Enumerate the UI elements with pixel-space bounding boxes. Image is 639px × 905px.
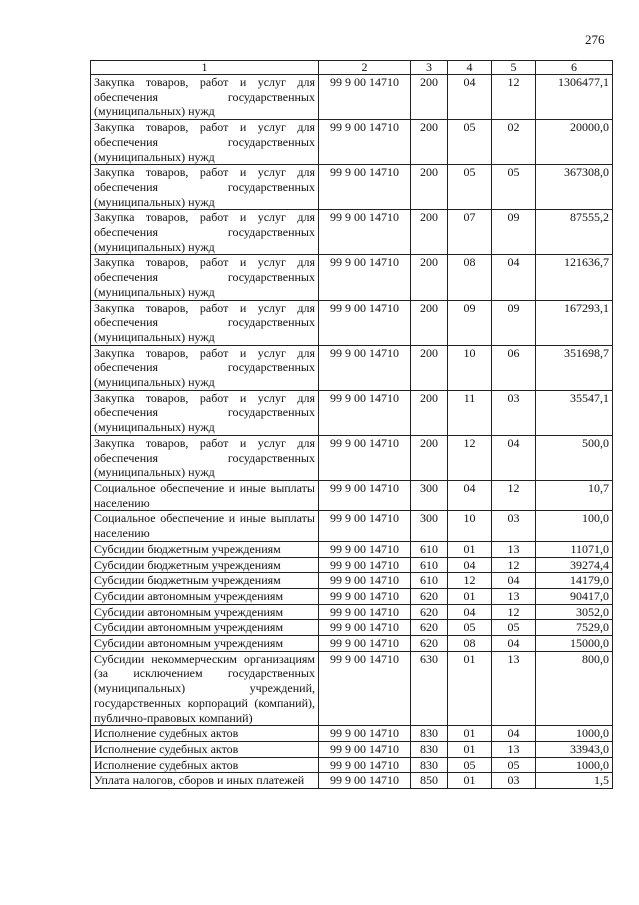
target-article-code-cell: 99 9 00 14710 [319,120,411,165]
expense-type-cell: 630 [411,651,448,726]
budget-table [90,60,613,789]
section-cell: 10 [448,511,492,541]
expense-type-cell: 200 [411,390,448,435]
table-row [91,511,613,541]
section-cell: 01 [448,541,492,557]
table-row [91,345,613,390]
target-article-code-cell: 99 9 00 14710 [319,210,411,255]
expense-type-cell: 200 [411,435,448,480]
table-row [91,120,613,165]
target-article-code-cell: 99 9 00 14710 [319,75,411,120]
target-article-code-cell: 99 9 00 14710 [319,757,411,773]
subsection-cell: 12 [492,557,536,573]
expense-type-cell: 620 [411,636,448,652]
target-article-code-cell: 99 9 00 14710 [319,300,411,345]
expense-type-cell: 200 [411,75,448,120]
amount-cell: 15000,0 [536,636,613,652]
table-row [91,636,613,652]
expense-type-cell: 200 [411,210,448,255]
table-row [91,300,613,345]
expense-name-cell: Закупка товаров, работ и услуг для обеспечения государственных (муниципальных) нужд [91,345,319,390]
section-cell: 08 [448,255,492,300]
subsection-cell: 04 [492,435,536,480]
expense-name-cell: Субсидии некоммерческим организациям (за исключением государственных (муниципальных) учреждений, государственных корпораций (компаний), публично-правовых компаний) [91,651,319,726]
amount-cell: 167293,1 [536,300,613,345]
expense-name-cell: Закупка товаров, работ и услуг для обеспечения государственных (муниципальных) нужд [91,75,319,120]
subsection-cell: 13 [492,651,536,726]
amount-cell: 1000,0 [536,757,613,773]
expense-name-cell: Закупка товаров, работ и услуг для обеспечения государственных (муниципальных) нужд [91,300,319,345]
expense-name-cell: Уплата налогов, сборов и иных платежей [91,773,319,789]
subsection-cell: 13 [492,741,536,757]
subsection-cell: 13 [492,541,536,557]
page-number: 276 [585,32,605,47]
section-cell: 01 [448,588,492,604]
subsection-cell: 12 [492,480,536,510]
target-article-code-cell: 99 9 00 14710 [319,541,411,557]
column-header-6: 6 [536,61,613,75]
expense-name-cell: Субсидии автономным учреждениям [91,588,319,604]
section-cell: 05 [448,757,492,773]
amount-cell: 20000,0 [536,120,613,165]
subsection-cell: 06 [492,345,536,390]
expense-type-cell: 850 [411,773,448,789]
amount-cell: 1000,0 [536,726,613,742]
target-article-code-cell: 99 9 00 14710 [319,390,411,435]
amount-cell: 800,0 [536,651,613,726]
amount-cell: 500,0 [536,435,613,480]
expense-name-cell: Субсидии автономным учреждениям [91,604,319,620]
table-row [91,435,613,480]
column-header-3: 3 [411,61,448,75]
target-article-code-cell: 99 9 00 14710 [319,435,411,480]
amount-cell: 39274,4 [536,557,613,573]
expense-type-cell: 610 [411,557,448,573]
target-article-code-cell: 99 9 00 14710 [319,480,411,510]
expense-type-cell: 200 [411,165,448,210]
subsection-cell: 13 [492,588,536,604]
expense-type-cell: 610 [411,541,448,557]
expense-type-cell: 200 [411,300,448,345]
amount-cell: 1306477,1 [536,75,613,120]
subsection-cell: 09 [492,210,536,255]
target-article-code-cell: 99 9 00 14710 [319,620,411,636]
target-article-code-cell: 99 9 00 14710 [319,345,411,390]
amount-cell: 10,7 [536,480,613,510]
subsection-cell: 04 [492,255,536,300]
expense-name-cell: Субсидии автономным учреждениям [91,636,319,652]
column-header-2: 2 [319,61,411,75]
target-article-code-cell: 99 9 00 14710 [319,511,411,541]
expense-type-cell: 300 [411,511,448,541]
table-row [91,573,613,589]
expense-name-cell: Субсидии автономным учреждениям [91,620,319,636]
amount-cell: 3052,0 [536,604,613,620]
expense-name-cell: Субсидии бюджетным учреждениям [91,557,319,573]
target-article-code-cell: 99 9 00 14710 [319,255,411,300]
section-cell: 05 [448,620,492,636]
section-cell: 01 [448,651,492,726]
table-body [91,75,613,789]
table-row [91,651,613,726]
subsection-cell: 05 [492,620,536,636]
table-row [91,390,613,435]
table-row [91,165,613,210]
expense-name-cell: Закупка товаров, работ и услуг для обеспечения государственных (муниципальных) нужд [91,390,319,435]
expense-name-cell: Субсидии бюджетным учреждениям [91,541,319,557]
expense-name-cell: Закупка товаров, работ и услуг для обеспечения государственных (муниципальных) нужд [91,435,319,480]
section-cell: 10 [448,345,492,390]
table-row [91,757,613,773]
amount-cell: 100,0 [536,511,613,541]
subsection-cell: 04 [492,636,536,652]
section-cell: 01 [448,726,492,742]
expense-type-cell: 830 [411,726,448,742]
expense-type-cell: 200 [411,120,448,165]
expense-name-cell: Закупка товаров, работ и услуг для обеспечения государственных (муниципальных) нужд [91,210,319,255]
table-row [91,541,613,557]
subsection-cell: 03 [492,511,536,541]
expense-name-cell: Субсидии бюджетным учреждениям [91,573,319,589]
amount-cell: 367308,0 [536,165,613,210]
expense-type-cell: 620 [411,620,448,636]
subsection-cell: 09 [492,300,536,345]
amount-cell: 1,5 [536,773,613,789]
amount-cell: 87555,2 [536,210,613,255]
subsection-cell: 04 [492,726,536,742]
expense-name-cell: Закупка товаров, работ и услуг для обеспечения государственных (муниципальных) нужд [91,255,319,300]
table-row [91,741,613,757]
expense-type-cell: 830 [411,741,448,757]
expense-name-cell: Закупка товаров, работ и услуг для обеспечения государственных (муниципальных) нужд [91,165,319,210]
amount-cell: 7529,0 [536,620,613,636]
subsection-cell: 12 [492,75,536,120]
table-row [91,588,613,604]
amount-cell: 351698,7 [536,345,613,390]
expense-name-cell: Исполнение судебных актов [91,726,319,742]
table-row [91,726,613,742]
section-cell: 04 [448,557,492,573]
expense-type-cell: 200 [411,345,448,390]
amount-cell: 90417,0 [536,588,613,604]
subsection-cell: 12 [492,604,536,620]
target-article-code-cell: 99 9 00 14710 [319,636,411,652]
expense-type-cell: 620 [411,588,448,604]
amount-cell: 11071,0 [536,541,613,557]
amount-cell: 14179,0 [536,573,613,589]
amount-cell: 121636,7 [536,255,613,300]
subsection-cell: 05 [492,757,536,773]
section-cell: 07 [448,210,492,255]
target-article-code-cell: 99 9 00 14710 [319,165,411,210]
expense-type-cell: 620 [411,604,448,620]
section-cell: 05 [448,165,492,210]
section-cell: 04 [448,480,492,510]
table-row [91,773,613,789]
target-article-code-cell: 99 9 00 14710 [319,557,411,573]
table-row [91,255,613,300]
table-row [91,480,613,510]
column-header-5: 5 [492,61,536,75]
section-cell: 01 [448,773,492,789]
subsection-cell: 04 [492,573,536,589]
table-row [91,557,613,573]
column-header-1: 1 [91,61,319,75]
amount-cell: 35547,1 [536,390,613,435]
expense-type-cell: 610 [411,573,448,589]
expense-type-cell: 200 [411,255,448,300]
target-article-code-cell: 99 9 00 14710 [319,651,411,726]
target-article-code-cell: 99 9 00 14710 [319,741,411,757]
target-article-code-cell: 99 9 00 14710 [319,573,411,589]
expense-name-cell: Закупка товаров, работ и услуг для обеспечения государственных (муниципальных) нужд [91,120,319,165]
section-cell: 12 [448,573,492,589]
expense-name-cell: Социальное обеспечение и иные выплаты населению [91,480,319,510]
subsection-cell: 03 [492,773,536,789]
header-row [91,61,613,75]
section-cell: 04 [448,604,492,620]
section-cell: 04 [448,75,492,120]
column-header-4: 4 [448,61,492,75]
table-row [91,210,613,255]
section-cell: 09 [448,300,492,345]
table-row [91,604,613,620]
section-cell: 08 [448,636,492,652]
target-article-code-cell: 99 9 00 14710 [319,726,411,742]
subsection-cell: 02 [492,120,536,165]
amount-cell: 33943,0 [536,741,613,757]
target-article-code-cell: 99 9 00 14710 [319,773,411,789]
section-cell: 05 [448,120,492,165]
expense-type-cell: 830 [411,757,448,773]
section-cell: 12 [448,435,492,480]
table-row [91,620,613,636]
subsection-cell: 03 [492,390,536,435]
table-row [91,75,613,120]
section-cell: 01 [448,741,492,757]
subsection-cell: 05 [492,165,536,210]
expense-type-cell: 300 [411,480,448,510]
target-article-code-cell: 99 9 00 14710 [319,604,411,620]
target-article-code-cell: 99 9 00 14710 [319,588,411,604]
section-cell: 11 [448,390,492,435]
expense-name-cell: Исполнение судебных актов [91,757,319,773]
expense-name-cell: Исполнение судебных актов [91,741,319,757]
expense-name-cell: Социальное обеспечение и иные выплаты населению [91,511,319,541]
